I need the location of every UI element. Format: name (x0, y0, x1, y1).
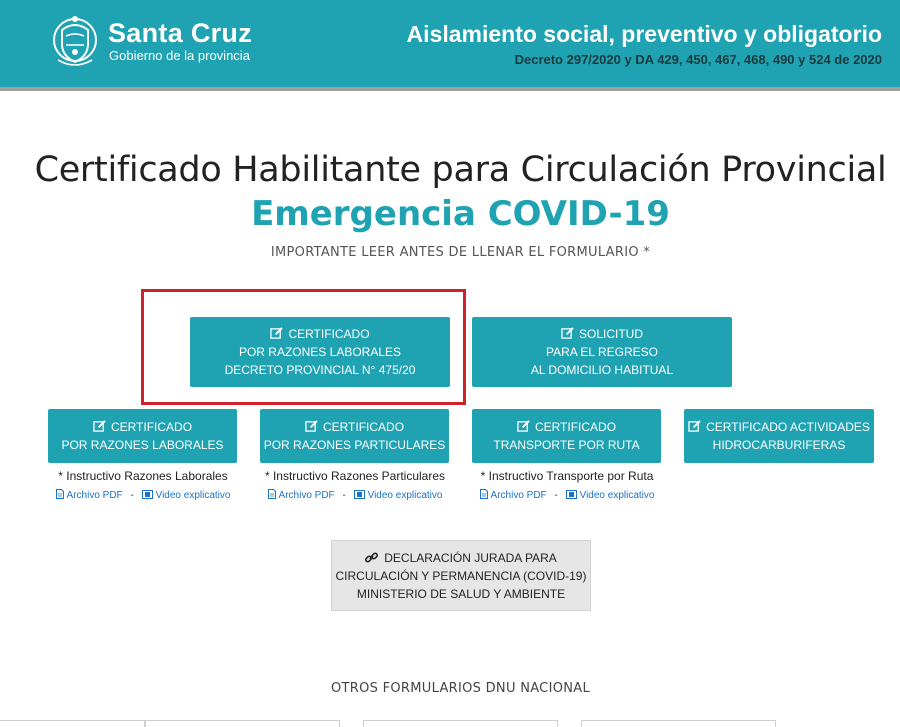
video-link[interactable]: Video explicativo (354, 490, 443, 501)
link-separator: - (342, 490, 346, 501)
brand-name: Santa Cruz (108, 18, 253, 48)
header-divider (0, 87, 900, 91)
button-line: POR RAZONES LABORALES (238, 345, 402, 359)
edit-icon (93, 420, 106, 432)
certificado-hidrocarburiferas-button[interactable] (684, 409, 874, 463)
button-line: POR RAZONES LABORALES (61, 438, 224, 452)
header-title: Aislamiento social, preventivo y obligatorio (406, 21, 882, 47)
button-line: TRANSPORTE POR RUTA (493, 438, 640, 452)
card-stub (363, 720, 558, 727)
button-line: CERTIFICADO (322, 420, 405, 434)
button-line: PARA EL REGRESO (545, 345, 659, 359)
button-line: DECRETO PROVINCIAL N° 475/20 (224, 363, 416, 377)
declaracion-jurada-button[interactable] (331, 540, 591, 611)
card-stub (0, 720, 145, 727)
button-line: SOLICITUD (578, 327, 643, 341)
coat-of-arms-logo[interactable] (52, 14, 98, 70)
brand-subtitle: Gobierno de la provincia (109, 48, 250, 63)
instructivo-laborales-label: * Instructivo Razones Laborales (58, 469, 228, 483)
button-line: CERTIFICADO (534, 420, 617, 434)
edit-icon (270, 327, 283, 339)
film-icon (354, 490, 365, 499)
instructivo-particulares-links (249, 489, 461, 501)
instructivo-transporte-label: * Instructivo Transporte por Ruta (480, 469, 654, 483)
button-line: CIRCULACIÓN Y PERMANENCIA (COVID-19) (335, 568, 587, 583)
certificado-transporte-button[interactable] (472, 409, 661, 463)
instructivo-particulares-label: * Instructivo Razones Particulares (264, 469, 446, 483)
button-line: CERTIFICADO (110, 420, 193, 434)
pdf-link[interactable]: Archivo PDF (480, 490, 547, 501)
link-icon (365, 551, 378, 564)
link-separator: - (130, 490, 134, 501)
otros-formularios-heading: OTROS FORMULARIOS DNU NACIONAL (331, 681, 590, 696)
link-separator: - (554, 490, 558, 501)
page-header (0, 0, 900, 87)
page-subtitle: Emergencia COVID-19 (251, 194, 670, 234)
video-link[interactable]: Video explicativo (142, 490, 231, 501)
edit-icon (561, 327, 574, 339)
solicitud-regreso-button[interactable] (472, 317, 732, 387)
certificado-particulares-button[interactable] (260, 409, 449, 463)
button-line: MINISTERIO DE SALUD Y AMBIENTE (356, 586, 566, 601)
film-icon (566, 490, 577, 499)
pdf-icon (480, 489, 488, 499)
certificado-laborales-button[interactable] (48, 409, 237, 463)
pdf-icon (268, 489, 276, 499)
pdf-link[interactable]: Archivo PDF (56, 490, 123, 501)
button-line: CERTIFICADO ACTIVIDADES (706, 420, 870, 434)
edit-icon (688, 420, 701, 432)
page-title: Certificado Habilitante para Circulación Provincial (34, 150, 887, 190)
card-stub (581, 720, 776, 727)
edit-icon (517, 420, 530, 432)
card-stub (145, 720, 340, 727)
header-decree: Decreto 297/2020 y DA 429, 450, 467, 468, 490 y 524 de 2020 (514, 52, 882, 67)
button-line: CERTIFICADO (288, 327, 370, 341)
button-line: HIDROCARBURIFERAS (712, 438, 846, 452)
certificado-laborales-decreto-button[interactable] (190, 317, 450, 387)
video-link[interactable]: Video explicativo (566, 490, 655, 501)
film-icon (142, 490, 153, 499)
important-notice[interactable]: IMPORTANTE LEER ANTES DE LLENAR EL FORMULARIO * (270, 245, 651, 260)
instructivo-transporte-links (461, 489, 673, 501)
button-line: AL DOMICILIO HABITUAL (530, 363, 674, 377)
button-line: POR RAZONES PARTICULARES (263, 438, 446, 452)
pdf-icon (56, 489, 64, 499)
instructivo-laborales-links (37, 489, 249, 501)
edit-icon (305, 420, 318, 432)
button-line: DECLARACIÓN JURADA PARA (384, 550, 557, 565)
pdf-link[interactable]: Archivo PDF (268, 490, 335, 501)
